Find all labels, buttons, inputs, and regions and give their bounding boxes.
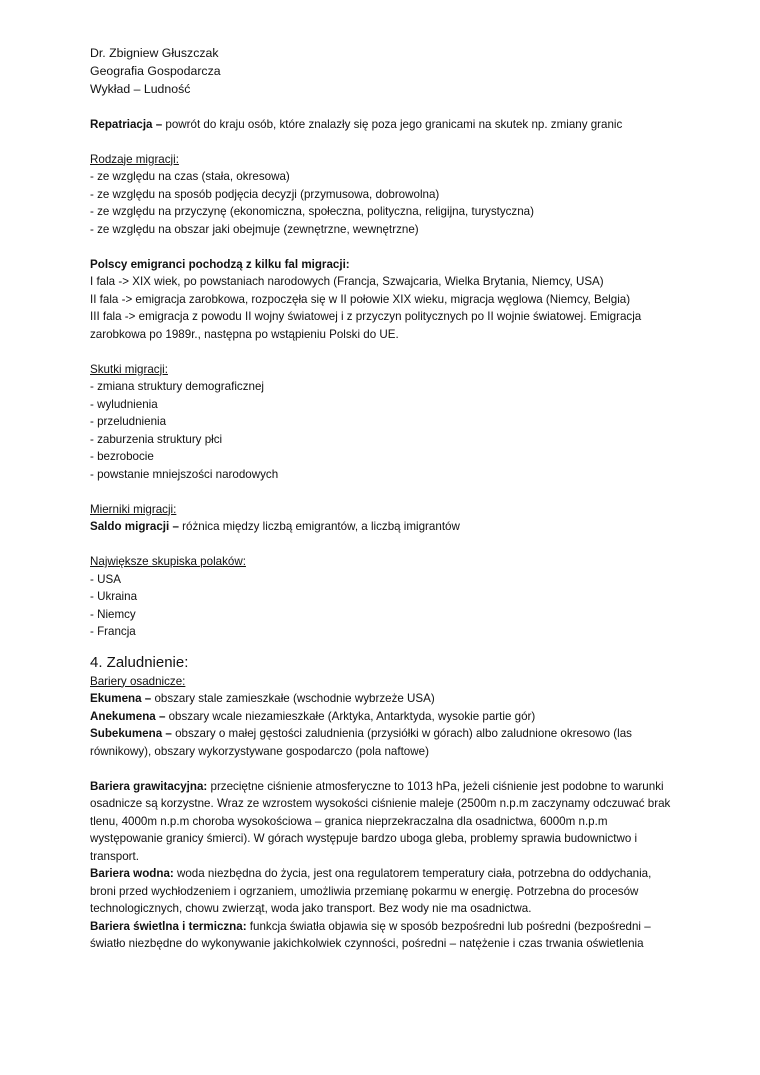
list-item: - zmiana struktury demograficznej (90, 380, 264, 393)
subekumena-text-line-2: równikowy), obszary wykorzystywane gospodarczo (pola naftowe) (90, 744, 429, 758)
bariera-wodna-line: broni przed wychłodzeniem i ogrzaniem, umożliwia przemianę pokarmu w energię. Potrzebna do procesów (90, 884, 639, 898)
bariera-grawitacyjna-line: występowanie granicy śmierci). W górach występuje bardzo uboga gleba, problemy sprawia budownictwo i (90, 832, 638, 845)
anekumena-term: Anekumena – (90, 709, 166, 723)
spacer (90, 98, 690, 116)
list-item: - wyludnienia (90, 397, 158, 411)
mierniki-migracji-title: Mierniki migracji: (90, 502, 177, 516)
fale-migracji-title (90, 256, 690, 274)
spacer (90, 483, 690, 501)
subekumena-text-line-1: obszary o małej gęstości zaludnienia (przysiółki w górach) albo zaludnione okresowo (las (171, 727, 632, 740)
subekumena-term: Subekumena – (90, 727, 172, 740)
fale-migracji-title-text: Polscy emigranci pochodzą z kilku fal migracji: (90, 257, 350, 271)
spacer (90, 133, 690, 151)
subekumena-definition (90, 725, 690, 743)
list-item: - ze względu na czas (stała, okresowa) (90, 170, 290, 183)
bariera-grawitacyjna-line-1 (90, 778, 690, 796)
bariera-wodna-line-1 (90, 865, 690, 883)
bariera-wodna-line: technologicznych, chowu zwierząt, woda jako transport. Bez wody nie ma osadnictwa. (90, 902, 532, 915)
repatriacja-text: powrót do kraju osób, które znalazły się poza jego granicami na skutek np. zmiany granic (162, 117, 623, 131)
list-item: - bezrobocie (90, 450, 154, 463)
spacer (90, 536, 690, 554)
bariera-swietlna-line: światło niezbędne do wykonywanie jakichkolwiek czynności, pośredni – natężenie i czas trwania oświetlenia (90, 937, 644, 950)
lecture-line: Wykład – Ludność (90, 82, 191, 96)
spacer (90, 343, 690, 361)
section-heading-zaludnienie: 4. Zaludnienie: (90, 653, 189, 671)
bariery-osadnicze-title: Bariery osadnicze: (90, 674, 186, 688)
spacer (90, 641, 690, 650)
course-line: Geografia Gospodarcza (90, 64, 221, 78)
fala-3-line-1: III fala -> emigracja z powodu II wojny światowej i z przyczyn politycznych po II wojnie światowej. Emigracja (90, 310, 642, 323)
bariera-swietlna-line-1 (90, 918, 690, 936)
ekumena-term: Ekumena – (90, 692, 152, 705)
author-line: Dr. Zbigniew Głuszczak (90, 46, 219, 60)
fala-3-line-2: zarobkowa po 1989r., następna po wstąpieniu Polski do UE. (90, 327, 399, 341)
list-item: - ze względu na sposób podjęcia decyzji (przymusowa, dobrowolna) (90, 187, 440, 201)
bariera-swietlna-term: Bariera świetlna i termiczna: (90, 919, 247, 933)
document-content (90, 44, 690, 953)
list-item: - zaburzenia struktury płci (90, 432, 223, 446)
list-item: - Niemcy (90, 607, 136, 621)
list-item: - ze względu na obszar jaki obejmuje (zewnętrzne, wewnętrzne) (90, 222, 419, 236)
ekumena-definition (90, 690, 690, 708)
anekumena-text: obszary wcale niezamieszkałe (Arktyka, Antarktyda, wysokie partie gór) (165, 709, 536, 723)
bariera-grawitacyjna-line: osadnicze są korzystne. Wraz ze wzrostem wysokości ciśnienie maleje (2500m n.p.m zaczynamy odczuwać brak (90, 797, 671, 810)
list-item: - USA (90, 572, 121, 586)
fala-2: II fala -> emigracja zarobkowa, rozpoczęła się w II połowie XIX wieku, migracja węglowa (Niemcy, Belgia) (90, 292, 631, 306)
bariera-grawitacyjna-line: tlenu, 4000m n.p.m choroba wysokościowa – granica nieprzekraczalna dla osadnictwa, 6000m n.p.m (90, 814, 608, 828)
repatriacja-definition (90, 116, 690, 134)
bariera-grawitacyjna-line: transport. (90, 849, 139, 863)
spacer (90, 760, 690, 778)
fala-1: I fala -> XIX wiek, po powstaniach narodowych (Francja, Szwajcaria, Wielka Brytania, Niemcy, USA) (90, 275, 604, 288)
skutki-migracji-title: Skutki migracji: (90, 362, 168, 376)
bariera-grawitacyjna-term: Bariera grawitacyjna: (90, 779, 208, 793)
saldo-migracji-term: Saldo migracji – (90, 520, 179, 533)
bariera-wodna-text: woda niezbędna do życia, jest ona regulatorem temperatury ciała, potrzebna do oddychania, (173, 867, 652, 880)
bariera-swietlna-text: funkcja światła objawia się w sposób bezpośredni lub pośredni (bezpośredni – (246, 919, 651, 933)
anekumena-definition (90, 708, 690, 726)
list-item: - ze względu na przyczynę (ekonomiczna, społeczna, polityczna, religijna, turystyczna) (90, 205, 534, 218)
bariera-wodna-term: Bariera wodna: (90, 867, 174, 880)
list-item: - Ukraina (90, 590, 138, 603)
bariera-grawitacyjna-text: przeciętne ciśnienie atmosferyczne to 1013 hPa, jeżeli ciśnienie jest podobne to warunki (207, 779, 664, 793)
ekumena-text: obszary stale zamieszkałe (wschodnie wybrzeże USA) (151, 692, 435, 705)
saldo-migracji-text: różnica między liczbą emigrantów, a liczbą imigrantów (178, 520, 460, 533)
list-item: - przeludnienia (90, 415, 167, 428)
list-item: - powstanie mniejszości narodowych (90, 467, 279, 481)
rodzaje-migracji-title: Rodzaje migracji: (90, 152, 179, 166)
list-item: - Francja (90, 625, 136, 638)
saldo-migracji-definition (90, 518, 690, 536)
repatriacja-term: Repatriacja – (90, 117, 163, 131)
spacer (90, 238, 690, 256)
skupiska-title: Największe skupiska polaków: (90, 555, 246, 568)
